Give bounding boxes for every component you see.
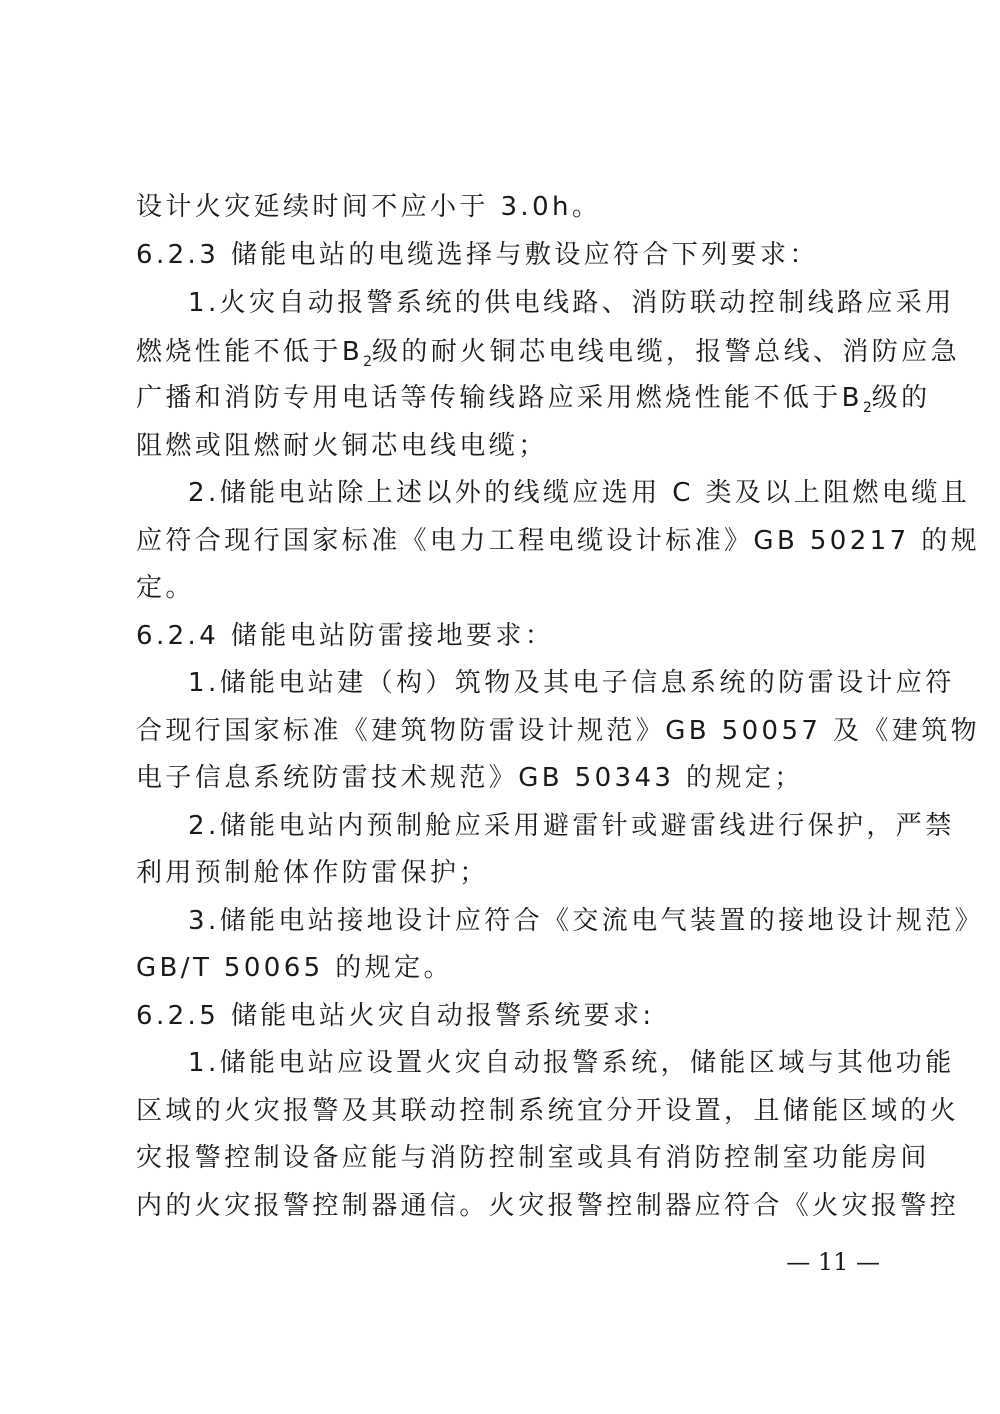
page-number: — 11 — [786,1248,880,1276]
text-span: 阻燃或阻燃耐火铜芯电线电缆； [136,431,548,461]
text-line [136,1143,930,1173]
text-span: 1.储能电站应设置火灾自动报警系统，储能区域与其他功能 [188,1048,955,1078]
text-span: 灾报警控制设备应能与消防控制室或具有消防控制室功能房间 [136,1143,930,1173]
text-line [136,383,931,423]
text-span: 2.储能电站除上述以外的线缆应选用 C 类及以上阻燃电缆且 [188,478,971,508]
text-span: 区域的火灾报警及其联动控制系统宜分开设置，且储能区域的火 [136,1096,960,1126]
text-span: 利用预制舱体作防雷保护； [136,858,489,888]
text-span: 6.2.3 储能电站的电缆选择与敷设应符合下列要求： [136,240,819,270]
text-line [136,573,195,603]
text-line [136,1096,959,1126]
text-line [136,192,601,222]
text-line [136,953,453,983]
text-span: 2.储能电站内预制舱应采用避雷针或避雷线进行保护，严禁 [188,811,955,841]
grade-letter: B [841,383,863,413]
text-line [136,716,980,746]
text-span: 1.火灾自动报警系统的供电线路、消防联动控制线路应采用 [188,288,955,318]
text-span: 3.储能电站接地设计应符合《交流电气装置的接地设计规范》 [188,906,985,936]
text-span: 燃烧性能不低于 [136,337,342,367]
text-line [188,811,955,841]
grade-letter: B [341,337,364,367]
text-span: 电子信息系统防雷技术规范》GB 50343 的规定； [136,763,804,793]
text-span: 合现行国家标准《建筑物防雷设计规范》GB 50057 及《建筑物 [136,716,981,746]
text-line [136,763,804,793]
text-span: 级的耐火铜芯电线电缆，报警总线、消防应急 [371,337,960,367]
grade-subscript: 2 [363,354,372,370]
text-line [188,288,955,318]
section-heading-6-2-5 [136,1001,655,1031]
text-span: GB/T 50065 的规定。 [136,953,453,983]
text-line [188,906,984,936]
text-line [136,1191,959,1221]
text-line [188,478,970,508]
text-span: 级的 [871,383,931,413]
text-line [136,337,960,377]
text-span: 应符合现行国家标准《电力工程电缆设计标准》GB 50217 的规 [136,526,981,556]
text-line [136,526,980,556]
text-line [188,668,955,698]
text-line [136,431,548,461]
text-span: 6.2.5 储能电站火灾自动报警系统要求: [136,1001,655,1031]
text-span: 内的火灾报警控制器通信。火灾报警控制器应符合《火灾报警控 [136,1191,960,1221]
text-line [188,1048,955,1078]
text-line [136,858,489,888]
grade-subscript: 2 [862,400,872,416]
text-span: 设计火灾延续时间不应小于 3.0h。 [136,192,602,222]
text-span: 6.2.4 储能电站防雷接地要求： [136,621,555,651]
section-heading-6-2-4 [136,621,554,651]
text-span: 广播和消防专用电话等传输线路应采用燃烧性能不低于 [136,383,842,413]
text-span: 1.储能电站建（构）筑物及其电子信息系统的防雷设计应符 [188,668,955,698]
section-heading-6-2-3 [136,240,819,270]
text-span: 定。 [136,573,195,603]
